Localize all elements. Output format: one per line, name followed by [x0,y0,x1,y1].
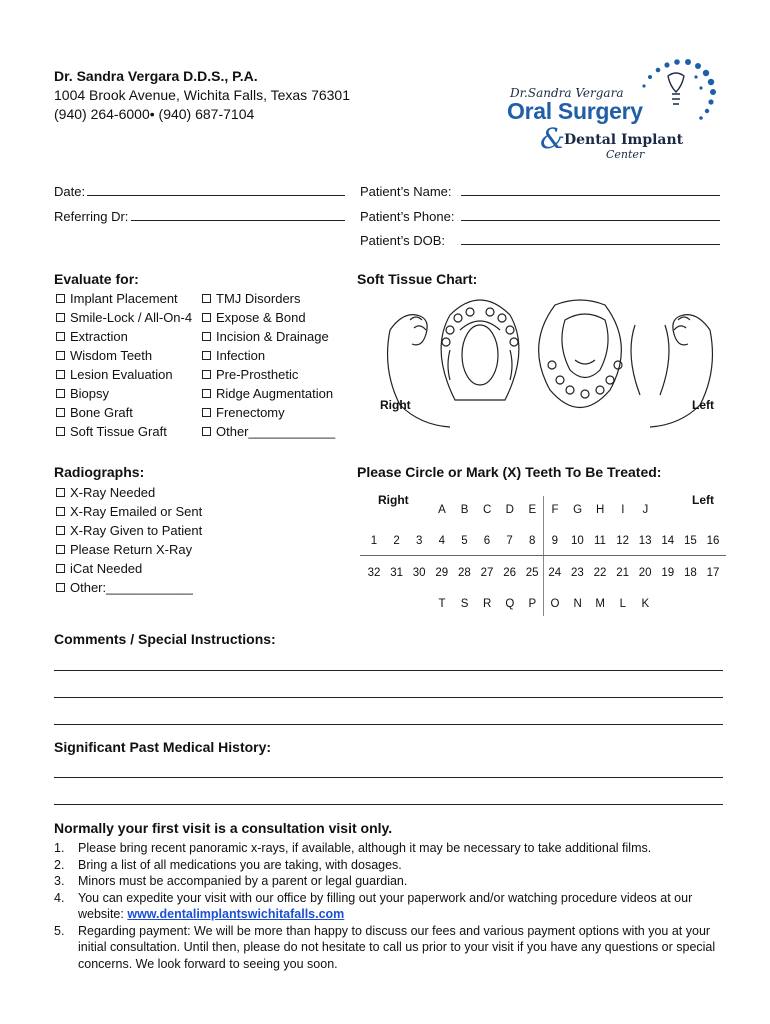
tooth-20[interactable]: 20 [638,567,652,579]
tooth-S[interactable]: S [460,598,469,610]
checkbox-item[interactable]: Expose & Bond [202,308,335,327]
tooth-12[interactable]: 12 [616,535,629,547]
soft-tissue-right-label: Right [380,398,411,412]
tooth-E[interactable]: E [528,504,537,516]
tooth-3[interactable]: 3 [415,535,423,547]
checkbox-item[interactable]: Smile-Lock / All-On-4 [56,308,192,327]
radiographs-title: Radiographs: [54,464,145,480]
checkbox-item[interactable]: Please Return X-Ray [56,540,202,559]
tooth-C[interactable]: C [483,504,492,516]
checkbox-item[interactable]: Soft Tissue Graft [56,422,192,441]
patient-dob-label: Patient’s DOB: [360,233,446,248]
tooth-R[interactable]: R [483,598,492,610]
checkbox-item[interactable]: Infection [202,346,335,365]
tooth-11[interactable]: 11 [594,535,606,547]
checkbox-item[interactable]: Bone Graft [56,403,192,422]
patient-name-label: Patient’s Name: [360,184,452,199]
checkbox-item[interactable]: TMJ Disorders [202,289,335,308]
checkbox-item[interactable]: Pre-Prosthetic [202,365,335,384]
history-title: Significant Past Medical History: [54,739,272,755]
list-item: 3. Minors must be accompanied by a parent or legal guardian. [54,874,408,888]
tooth-21[interactable]: 21 [616,567,629,579]
logo-line3: Dental Implant [564,132,684,148]
comments-line[interactable] [54,697,723,698]
tooth-T[interactable]: T [438,598,446,610]
notes-list [54,840,734,972]
tooth-1[interactable]: 1 [370,535,378,547]
list-item: 4. You can expedite your visit with our office by filling out your paperwork and/or watching procedure videos at our website: www.dentalimplantswichitafalls.com [54,890,693,921]
evaluate-title: Evaluate for: [54,271,139,287]
tooth-9[interactable]: 9 [551,535,558,547]
tooth-32[interactable]: 32 [367,567,381,579]
tooth-K[interactable]: K [641,598,650,610]
tooth-23[interactable]: 23 [570,567,584,579]
list-item: 2. Bring a list of all medications you are taking, with dosages. [54,857,402,872]
tooth-24[interactable]: 24 [548,567,562,579]
tooth-F[interactable]: F [551,504,559,516]
tooth-30[interactable]: 30 [412,567,426,579]
checkbox-item[interactable]: Frenectomy [202,403,335,422]
tooth-13[interactable]: 13 [638,535,652,547]
date-label: Date: [54,184,86,199]
patient-phone-label: Patient’s Phone: [360,209,455,224]
tooth-6[interactable]: 6 [483,535,491,547]
teeth-title: Please Circle or Mark (X) Teeth To Be Treated: [357,464,662,480]
tooth-14[interactable]: 14 [661,535,675,547]
notes-title: Normally your first visit is a consultation visit only. [54,820,393,836]
checkbox-item[interactable]: X-Ray Emailed or Sent [56,502,202,521]
checkbox-item[interactable]: Implant Placement [56,289,192,308]
list-item: 1. Please bring recent panoramic x-rays, if available, although it may be necessary to take additional films. [54,841,652,855]
tooth-4[interactable]: 4 [438,535,445,547]
history-line[interactable] [54,777,723,778]
tooth-10[interactable]: 10 [570,535,584,547]
tooth-18[interactable]: 18 [683,567,697,579]
tooth-B[interactable]: B [460,504,469,516]
comments-line[interactable] [54,670,723,671]
logo-ampersand: & [540,122,565,155]
checkbox-item[interactable]: Incision & Drainage [202,327,335,346]
soft-tissue-left-label: Left [692,398,714,412]
tooth-8[interactable]: 8 [528,535,536,547]
tooth-17[interactable]: 17 [706,567,720,579]
checkbox-item[interactable]: iCat Needed [56,559,202,578]
website-link[interactable]: www.dentalimplantswichitafalls.com [127,907,345,921]
referring-label: Referring Dr: [54,209,129,224]
tooth-P[interactable]: P [528,598,537,610]
history-line[interactable] [54,804,723,805]
teeth-right-label: Right [378,493,409,507]
checkbox-item[interactable]: X-Ray Given to Patient [56,521,202,540]
tooth-26[interactable]: 26 [503,567,516,579]
tooth-D[interactable]: D [505,504,514,516]
logo-line2: Oral Surgery [507,98,643,124]
tooth-H[interactable]: H [596,504,605,516]
tooth-M[interactable]: M [595,598,605,610]
tooth-7[interactable]: 7 [506,535,513,547]
tooth-A[interactable]: A [438,504,446,516]
list-item: 5. Regarding payment: We will be more than happy to discuss our fees and various payment options with you at your initial consultation. Until then, please do not hesitate to call us prior to your visit if you have any questions or special concerns. We look forward to seeing you soon. [54,923,716,971]
tooth-I[interactable]: I [621,504,625,516]
office-phones: (940) 264-6000• (940) 687-7104 [54,106,255,122]
checkbox-item[interactable]: Extraction [56,327,192,346]
teeth-occlusal-line [360,555,726,556]
tooth-G[interactable]: G [573,504,583,516]
tooth-22[interactable]: 22 [593,567,607,579]
checkbox-item[interactable]: Other____________ [202,422,335,441]
checkbox-item[interactable]: Other:____________ [56,578,202,597]
tooth-Q[interactable]: Q [505,598,515,610]
soft-tissue-title: Soft Tissue Chart: [357,271,478,287]
tooth-27[interactable]: 27 [480,567,494,579]
tooth-N[interactable]: N [573,598,582,610]
office-address: 1004 Brook Avenue, Wichita Falls, Texas 76301 [54,87,350,103]
logo-line4: Center [606,148,645,161]
tooth-25[interactable]: 25 [525,567,539,579]
tooth-19[interactable]: 19 [661,567,675,579]
logo-line1: Dr.Sandra Vergara [510,86,624,100]
teeth-left-label: Left [692,493,714,507]
tooth-J[interactable]: J [642,504,649,516]
tooth-16[interactable]: 16 [706,535,720,547]
checkbox-item[interactable]: X-Ray Needed [56,483,202,502]
tooth-31[interactable]: 31 [390,567,403,579]
comments-title: Comments / Special Instructions: [54,631,276,647]
tooth-L[interactable]: L [619,598,626,610]
tooth-29[interactable]: 29 [435,567,449,579]
checkbox-item[interactable]: Lesion Evaluation [56,365,192,384]
comments-line[interactable] [54,724,723,725]
checkbox-item[interactable]: Biopsy [56,384,192,403]
tooth-O[interactable]: O [550,598,560,610]
checkbox-item[interactable]: Ridge Augmentation [202,384,335,403]
tooth-28[interactable]: 28 [457,567,471,579]
tooth-5[interactable]: 5 [461,535,468,547]
checkbox-item[interactable]: Wisdom Teeth [56,346,192,365]
tooth-2[interactable]: 2 [393,535,400,547]
tooth-15[interactable]: 15 [683,535,697,547]
doctor-name: Dr. Sandra Vergara D.D.S., P.A. [54,68,258,84]
